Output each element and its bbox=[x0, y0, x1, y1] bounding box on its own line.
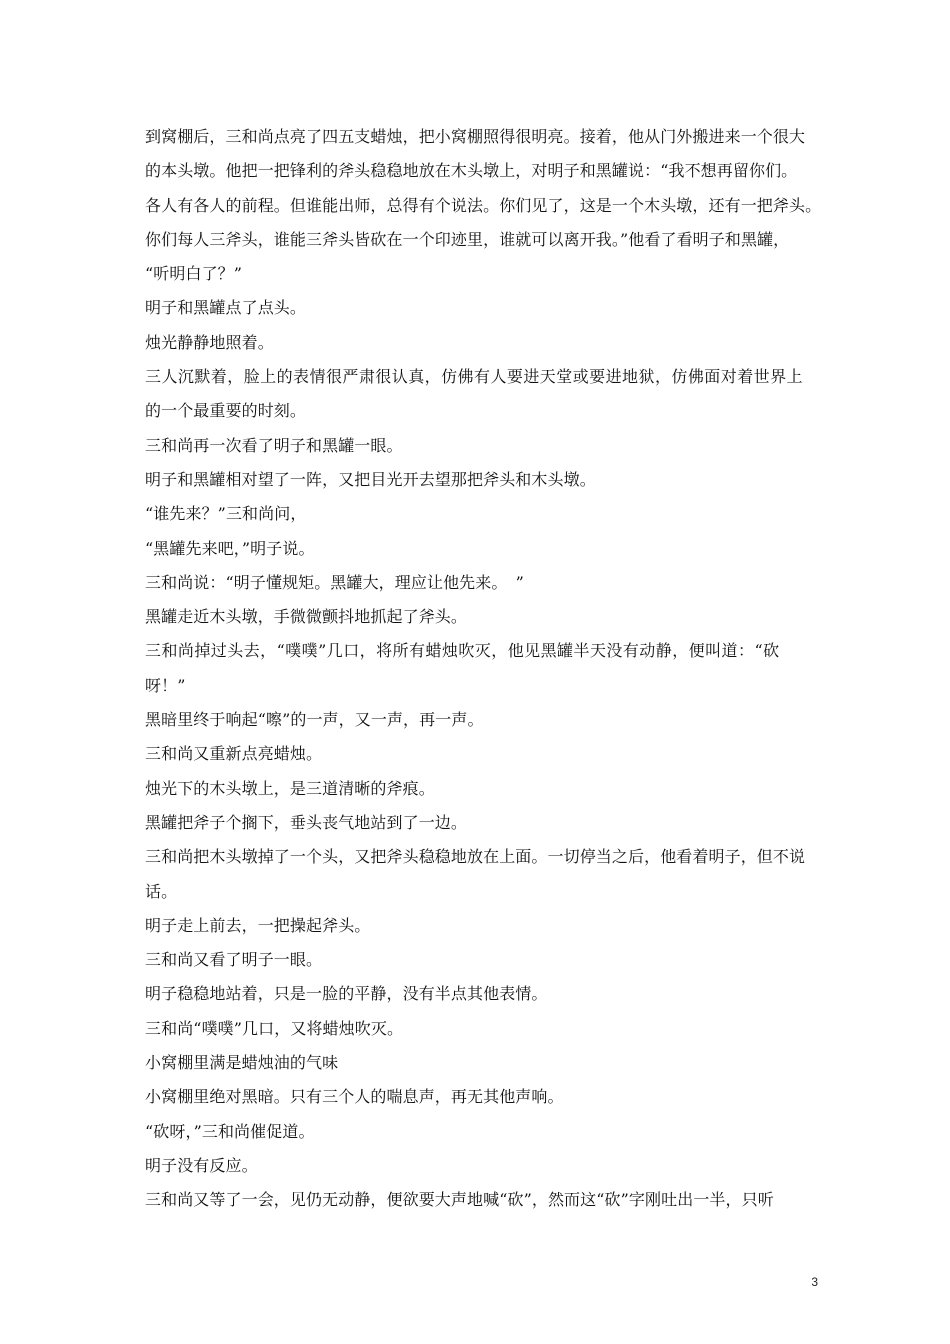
text-line: 明子和黑罐点了点头。 bbox=[145, 298, 307, 318]
text-line: 到窝棚后，三和尚点亮了四五支蜡烛，把小窝棚照得很明亮。接着，他从门外搬进来一个很大 bbox=[145, 127, 806, 146]
text-line: 三人沉默着，脸上的表情很严肃很认真，仿佛有人要进天堂或要进地狱，仿佛面对着世界上 bbox=[145, 367, 804, 387]
text-line: 黑罐走近木头墩，手微微颤抖地抓起了斧头。 bbox=[145, 607, 468, 627]
text-line: “砍呀，”三和尚催促道。 bbox=[145, 1121, 315, 1141]
text-line: 三和尚再一次看了明子和黑罐一眼。 bbox=[145, 435, 403, 455]
text-line: “黑罐先来吧，”明子说。 bbox=[145, 538, 315, 558]
text-line: 三和尚又看了明子一眼。 bbox=[145, 950, 323, 970]
text-line: 三和尚又重新点亮蜡烛。 bbox=[145, 744, 323, 764]
text-line: 烛光下的木头墩上，是三道清晰的斧痕。 bbox=[145, 778, 435, 798]
text-line: 三和尚又等了一会，见仍无动静，便欲要大声地喊“砍”，然而这“砍”字刚吐出一半，只听 bbox=[145, 1190, 774, 1210]
text-line: 话。 bbox=[145, 881, 178, 901]
text-line: 明子没有反应。 bbox=[145, 1155, 258, 1175]
text-line: 小窝棚里绝对黑暗。只有三个人的喘息声，再无其他声响。 bbox=[145, 1087, 564, 1107]
text-line: 各人有各人的前程。但谁能出师，总得有个说法。你们见了，这是一个木头墩，还有一把斧头。 bbox=[145, 195, 822, 215]
text-line: 明子走上前去，一把操起斧头。 bbox=[145, 915, 371, 935]
text-line: 明子稳稳地站着，只是一脸的平静，没有半点其他表情。 bbox=[145, 984, 548, 1004]
text-line: 三和尚掉过头去，“噗噗”几口，将所有蜡烛吹灭，他见黑罐半天没有动静，便叫道：“砍 bbox=[145, 641, 780, 661]
text-line: “谁先来？”三和尚问， bbox=[145, 504, 307, 524]
text-line: “听明白了？” bbox=[145, 264, 243, 284]
text-line: 烛光静静地照着。 bbox=[145, 332, 274, 352]
text-line: 呀！” bbox=[145, 675, 186, 695]
text-line: 你们每人三斧头，谁能三斧头皆砍在一个印迹里，谁就可以离开我。”他看了看明子和黑罐， bbox=[145, 229, 790, 249]
text-line: 三和尚说：“明子懂规矩。黑罐大，理应让他先来。 ” bbox=[145, 572, 524, 592]
text-line: 三和尚把木头墩掉了一个头，又把斧头稳稳地放在上面。一切停当之后，他看着明子，但不说 bbox=[145, 847, 806, 867]
text-line: 黑罐把斧子个搁下，垂头丧气地站到了一边。 bbox=[145, 812, 468, 832]
text-line: 黑暗里终于响起“嚓”的一声，又一声，再一声。 bbox=[145, 710, 484, 730]
text-line: 三和尚“噗噗”几口，又将蜡烛吹灭。 bbox=[145, 1018, 404, 1038]
text-line: 小窝棚里满是蜡烛油的气味 bbox=[145, 1053, 339, 1073]
text-line: 的一个最重要的时刻。 bbox=[145, 401, 307, 421]
story-text bbox=[145, 120, 822, 1218]
page-number: 3 bbox=[811, 1275, 818, 1289]
text-line: 明子和黑罐相对望了一阵，又把目光开去望那把斧头和木头墩。 bbox=[145, 469, 596, 489]
text-line: 的本头墩。他把一把锋利的斧头稳稳地放在木头墩上，对明子和黑罐说：“我不想再留你们。 bbox=[145, 161, 798, 181]
